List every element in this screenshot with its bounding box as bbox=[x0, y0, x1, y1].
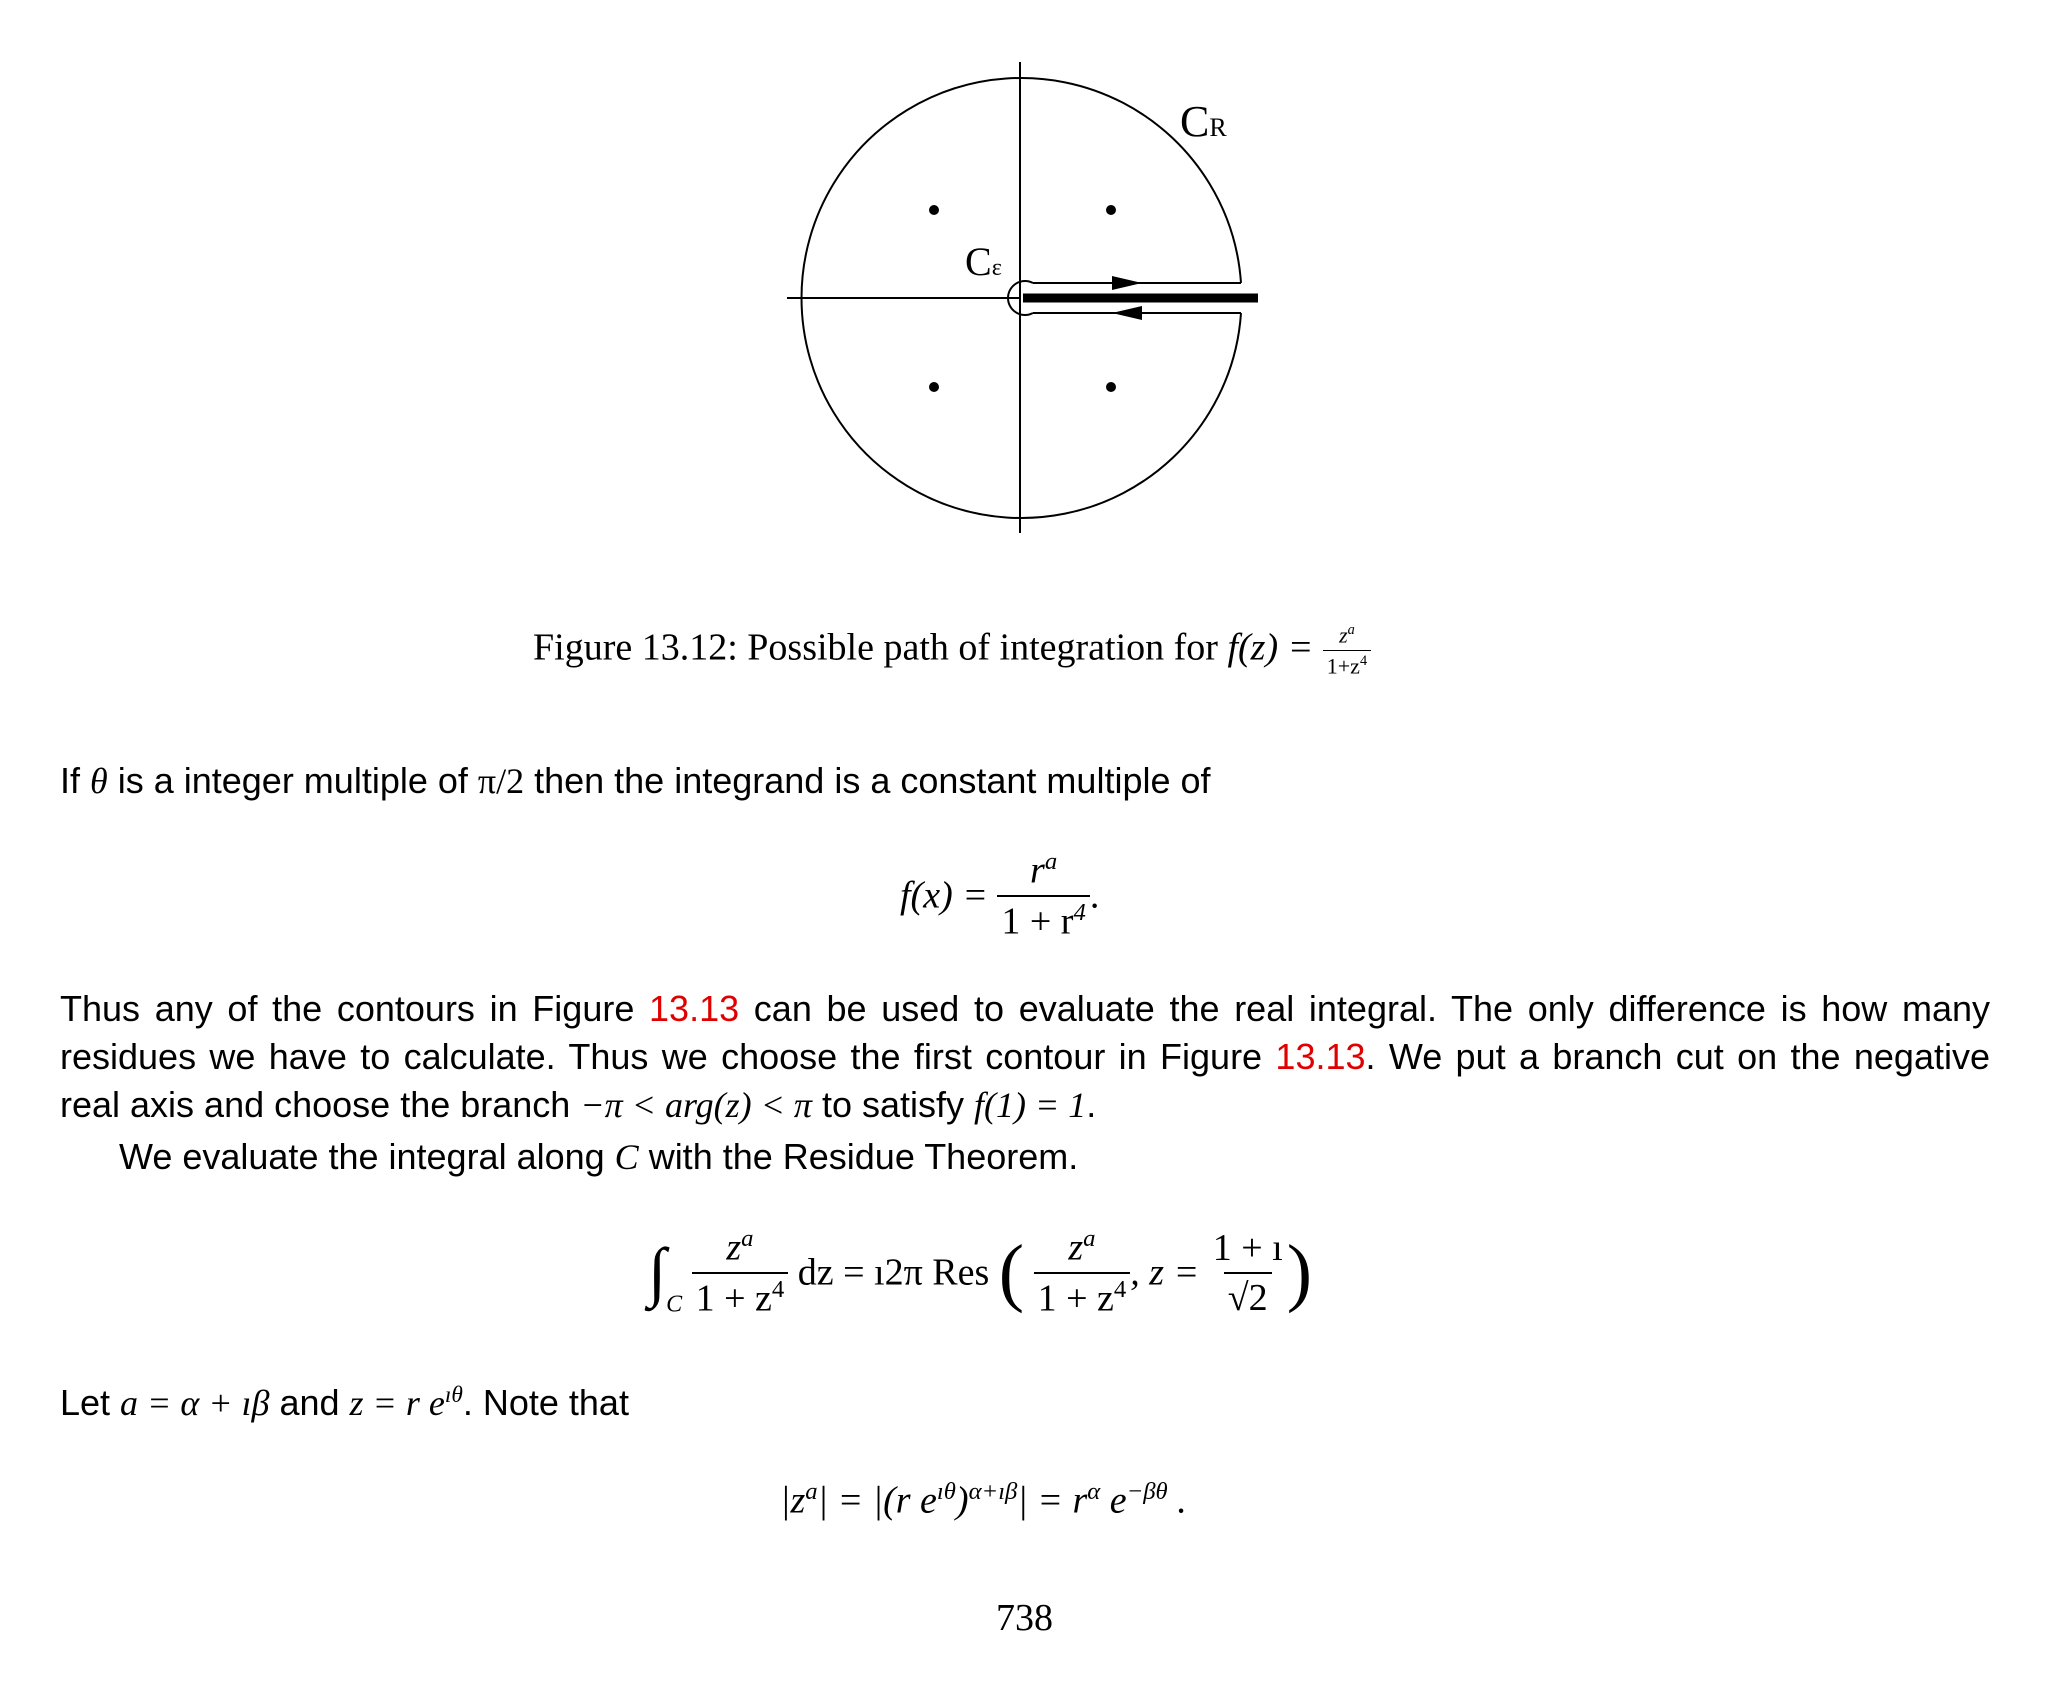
paragraph-2-line-4: We evaluate the integral along C with the Residue Theorem. bbox=[119, 1136, 1079, 1177]
paragraph-2-line-3: real axis and choose the branch −π < arg(z) < π to satisfy f(1) = 1. bbox=[60, 1084, 1097, 1125]
figure-caption: Figure 13.12: Possible path of integration for f(z) = $\frac{z^a}{1+z^4}$ bbox=[533, 622, 1371, 680]
pole-dot bbox=[929, 382, 939, 392]
label-ce: Cε bbox=[965, 239, 1002, 284]
paragraph-3: Let a = α + ıβ and z = r $e^{ı\theta}$. Note that bbox=[60, 1382, 629, 1423]
figure-ref-link[interactable]: 13.13 bbox=[1275, 1036, 1366, 1077]
paragraph-2-line-2: residues we have to calculate. Thus we choose the first contour in Figure 13.13. We put a branch cut on the negative bbox=[60, 1036, 1990, 1077]
pole-dot bbox=[1106, 382, 1116, 392]
equation-1: f(x) = $\frac{r^a}{1 + r^4}$ . bbox=[900, 848, 1100, 943]
paragraph-1: If θ is a integer multiple of π/2 then the integrand is a constant multiple of bbox=[60, 760, 1211, 801]
label-cr: CR bbox=[1180, 97, 1227, 146]
figure-ref-link[interactable]: 13.13 bbox=[649, 988, 740, 1029]
arrow-right bbox=[1112, 276, 1142, 290]
pole-dot bbox=[1106, 205, 1116, 215]
arrow-left bbox=[1112, 306, 1142, 320]
pole-dot bbox=[929, 205, 939, 215]
paragraph-2-line-1: Thus any of the contours in Figure 13.13 can be used to evaluate the real integral. The only difference is how many bbox=[60, 988, 1990, 1029]
page-number: 738 bbox=[996, 1597, 1053, 1639]
equation-3: $|z^a| = |(r$ $e^{ı\theta})^{\alpha+ı\beta}| = r^\alpha$ $e^{-\beta\theta}$ . bbox=[780, 1478, 1187, 1522]
equation-2: $\int_C$ $\frac{z^a}{1 + z^4}$ dz = ı2π Res ( $\frac{z^a}{1 + z^4}$ , z = $\frac{1 + ı}{√2}$ ) bbox=[648, 1225, 1312, 1320]
